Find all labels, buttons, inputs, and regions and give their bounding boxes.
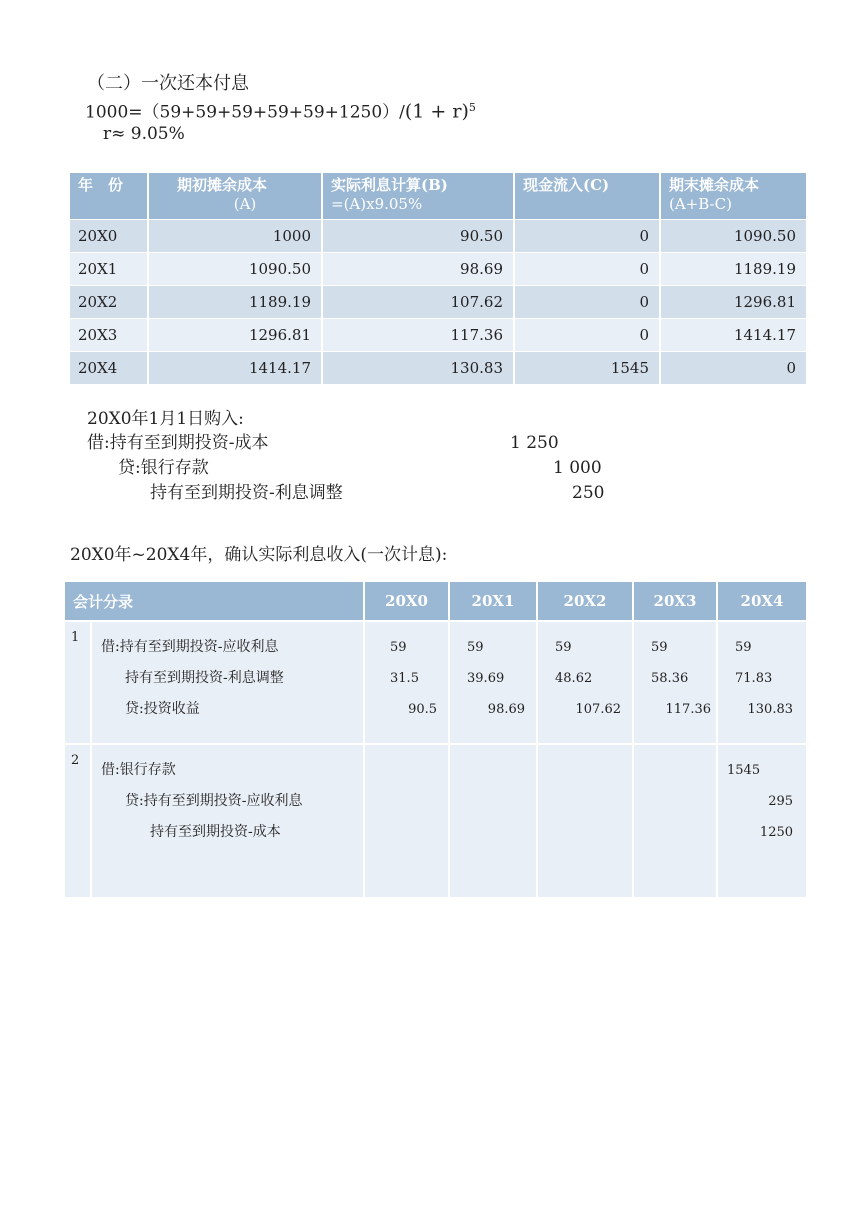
table-row (70, 285, 807, 318)
section2-title: 20X0年~20X4年，确认实际利息收入(一次计息): (70, 545, 448, 565)
formula-exponent: 5 (468, 101, 476, 114)
value-credit: 117.36 (665, 702, 712, 717)
entry-line: 借:银行存款 (101, 762, 176, 778)
header-opening-cost: 期初摊余成本 (A) (148, 173, 322, 219)
section-title: （二）一次还本付息 (87, 73, 249, 94)
cell-year: 20X0 (70, 219, 148, 252)
cell-closing: 1414.17 (660, 318, 807, 351)
value-adjust: 58.36 (651, 671, 689, 686)
value-debit: 59 (555, 640, 572, 655)
value-credit: 130.83 (747, 702, 794, 717)
header-year-20x2: 20X2 (537, 582, 633, 621)
purchase-debit-amount: 1 250 (510, 433, 559, 453)
value-credit: 98.69 (487, 702, 526, 717)
value-credit: 107.62 (575, 702, 622, 717)
entry-accounts (91, 744, 364, 897)
value-adjust: 39.69 (467, 671, 505, 686)
value-credit: 1250 (759, 825, 794, 840)
cell-interest: 98.69 (322, 252, 514, 285)
cell-interest: 130.83 (322, 351, 514, 384)
table-row (70, 219, 807, 252)
year-values-20x4 (717, 621, 807, 744)
cell-closing: 1090.50 (660, 219, 807, 252)
entry-line: 持有至到期投资-成本 (150, 824, 281, 840)
formula-lhs: 1000=（59+59+59+59+59+1250）/ (85, 102, 405, 123)
table-row (70, 318, 807, 351)
cell-year: 20X4 (70, 351, 148, 384)
year-values-20x4 (717, 744, 807, 897)
cell-year: 20X1 (70, 252, 148, 285)
header-year-20x0: 20X0 (364, 582, 449, 621)
formula (85, 97, 476, 124)
year-values-20x3 (633, 621, 717, 744)
year-values-20x0 (364, 621, 449, 744)
table-row (70, 252, 807, 285)
value-adjust: 31.5 (390, 671, 419, 686)
header-closing-cost: 期末摊余成本 (A+B-C) (660, 173, 807, 219)
cell-inflow: 0 (514, 219, 660, 252)
purchase-credit-line-2: 持有至到期投资-利息调整 (150, 483, 343, 503)
year-values-20x1 (449, 621, 537, 744)
cell-closing: 1189.19 (660, 252, 807, 285)
entry-line: 持有至到期投资-利息调整 (125, 670, 284, 686)
value-credit: 295 (768, 794, 794, 809)
cell-opening: 1189.19 (148, 285, 322, 318)
year-values-20x0 (364, 744, 449, 897)
value-debit: 59 (651, 640, 668, 655)
value-debit: 1545 (727, 763, 761, 778)
cell-closing: 1296.81 (660, 285, 807, 318)
entry-accounts (91, 621, 364, 744)
value-adjust: 71.83 (735, 671, 773, 686)
formula-rhs: (1 + r) (404, 100, 469, 123)
header-interest-calc: 实际利息计算(B) =(A)x9.05% (322, 173, 514, 219)
year-values-20x3 (633, 744, 717, 897)
cell-opening: 1090.50 (148, 252, 322, 285)
entry-number: 1 (65, 621, 91, 744)
journal-header-row (65, 582, 807, 621)
entry-line: 借:持有至到期投资-应收利息 (101, 639, 279, 655)
cell-interest: 107.62 (322, 285, 514, 318)
cell-opening: 1000 (148, 219, 322, 252)
purchase-credit-amount-2: 250 (572, 483, 605, 503)
header-year-20x3: 20X3 (633, 582, 717, 621)
cell-interest: 117.36 (322, 318, 514, 351)
header-year: 年 份 (70, 173, 148, 219)
header-year-20x1: 20X1 (449, 582, 537, 621)
header-year-20x4: 20X4 (717, 582, 807, 621)
header-journal-entry: 会计分录 (65, 582, 364, 621)
cell-opening: 1296.81 (148, 318, 322, 351)
amortization-table (70, 173, 808, 384)
value-debit: 59 (735, 640, 752, 655)
entry-line: 贷:持有至到期投资-应收利息 (125, 793, 303, 809)
cell-inflow: 1545 (514, 351, 660, 384)
journal-entry-row (65, 621, 807, 744)
header-cash-inflow: 现金流入(C) (514, 173, 660, 219)
year-values-20x2 (537, 744, 633, 897)
journal-entry-row (65, 744, 807, 897)
table-row (70, 351, 807, 384)
cell-opening: 1414.17 (148, 351, 322, 384)
entry-line: 贷:投资收益 (125, 701, 200, 717)
purchase-credit-line: 贷:银行存款 (118, 458, 209, 478)
cell-inflow: 0 (514, 252, 660, 285)
value-adjust: 48.62 (555, 671, 593, 686)
year-values-20x2 (537, 621, 633, 744)
value-credit: 90.5 (408, 702, 438, 717)
value-debit: 59 (390, 640, 407, 655)
r-approx: r≈ 9.05% (103, 124, 185, 144)
journal-entries-table (65, 582, 808, 897)
purchase-debit-line: 借:持有至到期投资-成本 (87, 433, 269, 453)
cell-closing: 0 (660, 351, 807, 384)
purchase-credit-amount: 1 000 (553, 458, 602, 478)
cell-year: 20X3 (70, 318, 148, 351)
cell-inflow: 0 (514, 318, 660, 351)
entry-number: 2 (65, 744, 91, 897)
cell-year: 20X2 (70, 285, 148, 318)
value-debit: 59 (467, 640, 484, 655)
year-values-20x1 (449, 744, 537, 897)
cell-interest: 90.50 (322, 219, 514, 252)
cell-inflow: 0 (514, 285, 660, 318)
amortization-header-row (70, 173, 807, 219)
purchase-date-line: 20X0年1月1日购入: (87, 409, 244, 429)
